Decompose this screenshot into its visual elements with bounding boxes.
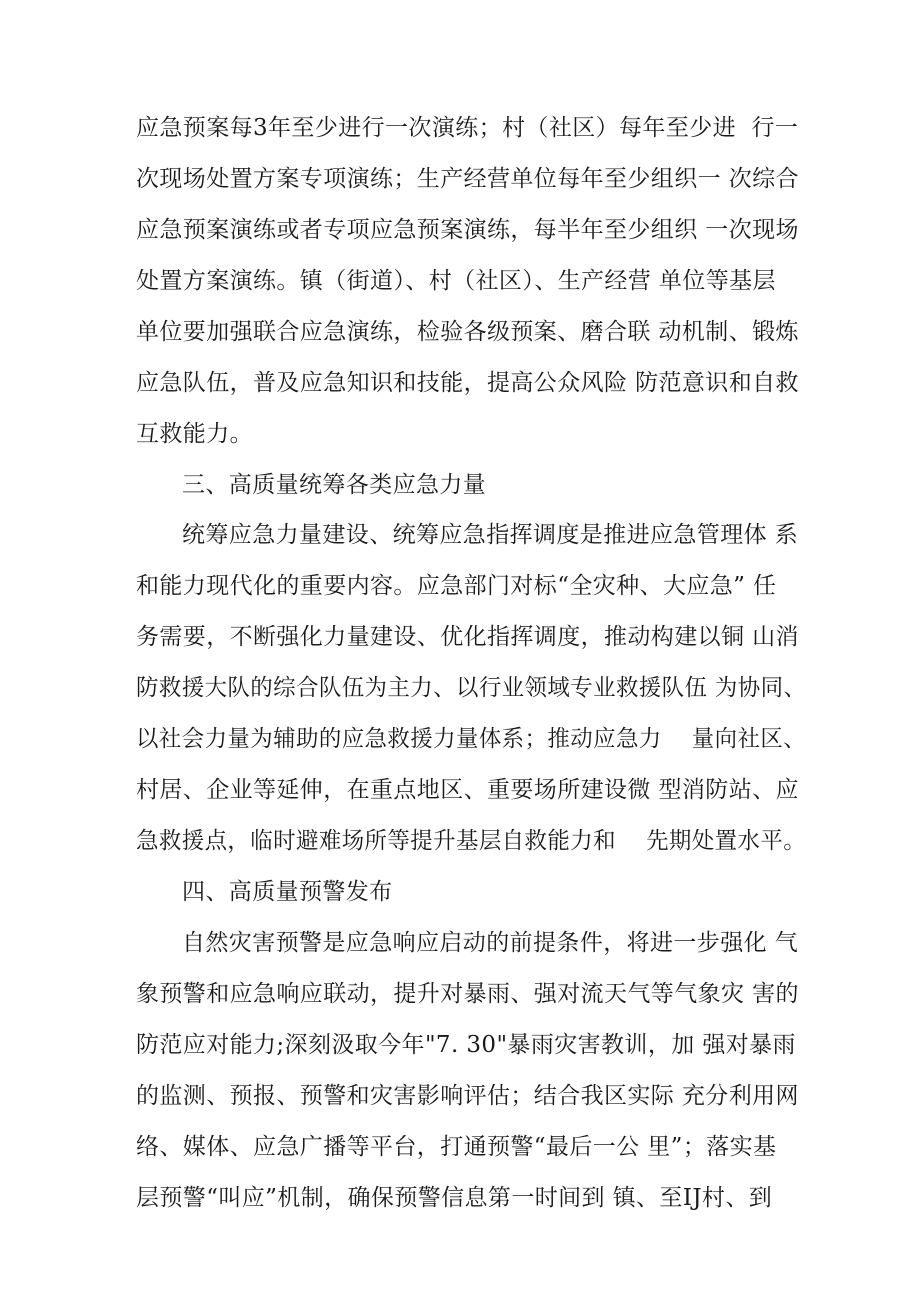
body-text-line: 统筹应急力量建设、统筹应急指挥调度是推进应急管理体 系 — [182, 522, 799, 548]
body-text-line: 以社会力量为辅助的应急救援力量体系；推动应急力 量向社区、 — [136, 726, 807, 752]
body-text-line: 应急队伍，普及应急知识和技能，提高公众风险 防范意识和自救 — [136, 370, 799, 396]
section-heading: 三、高质量统筹各类应急力量 — [182, 472, 487, 498]
body-text-line: 层预警“叫应”机制，确保预警信息第一时间到 镇、至IJ村、到 — [136, 1185, 773, 1211]
body-text-line: 防救援大队的综合队伍为主力、以行业领域专业救援队伍 为协同、 — [136, 675, 807, 701]
body-text-line: 自然灾害预警是应急响应启动的前提条件，将进一步强化 气 — [182, 930, 799, 956]
body-text-line: 务需要，不断强化力量建设、优化指挥调度，推动构建以铜 山消 — [136, 624, 799, 650]
body-text-line: 互救能力。 — [136, 421, 253, 447]
body-text-line: 防范应对能力;深刻汲取今年"7. 30"暴雨灾害教训，加 强对暴雨 — [136, 1032, 796, 1058]
section-heading: 四、高质量预警发布 — [182, 879, 393, 905]
body-text-line: 急救援点，临时避难场所等提升基层自救能力和 先期处置水平。 — [136, 828, 807, 854]
body-text-line: 单位要加强联合应急演练，检验各级预案、磨合联 动机制、锻炼 — [136, 319, 799, 345]
body-text-line: 的监测、预报、预警和灾害影响评估；结合我区实际 充分利用网 — [136, 1083, 799, 1109]
body-text-line: 象预警和应急响应联动，提升对暴雨、强对流天气等气象灾 害的 — [136, 981, 799, 1007]
body-text-line: 应急预案每3年至少进行一次演练；村（社区）每年至少进 行一 — [136, 115, 799, 141]
body-text-line: 和能力现代化的重要内容。应急部门对标“全灾种、大应急” 任 — [136, 573, 777, 599]
body-text-line: 处置方案演练。镇（街道）、村（社区）、生产经营 单位等基层 — [136, 268, 776, 294]
body-text-line: 次现场处置方案专项演练；生产经营单位每年至少组织一 次综合 — [136, 166, 799, 192]
body-text-line: 村居、企业等延伸，在重点地区、重要场所建设微 型消防站、应 — [136, 777, 799, 803]
body-text-line: 应急预案演练或者专项应急预案演练，每半年至少组织 一次现场 — [136, 217, 799, 243]
body-text-line: 络、媒体、应急广播等平台，打通预警“最后一公 里”；落实基 — [136, 1134, 777, 1160]
